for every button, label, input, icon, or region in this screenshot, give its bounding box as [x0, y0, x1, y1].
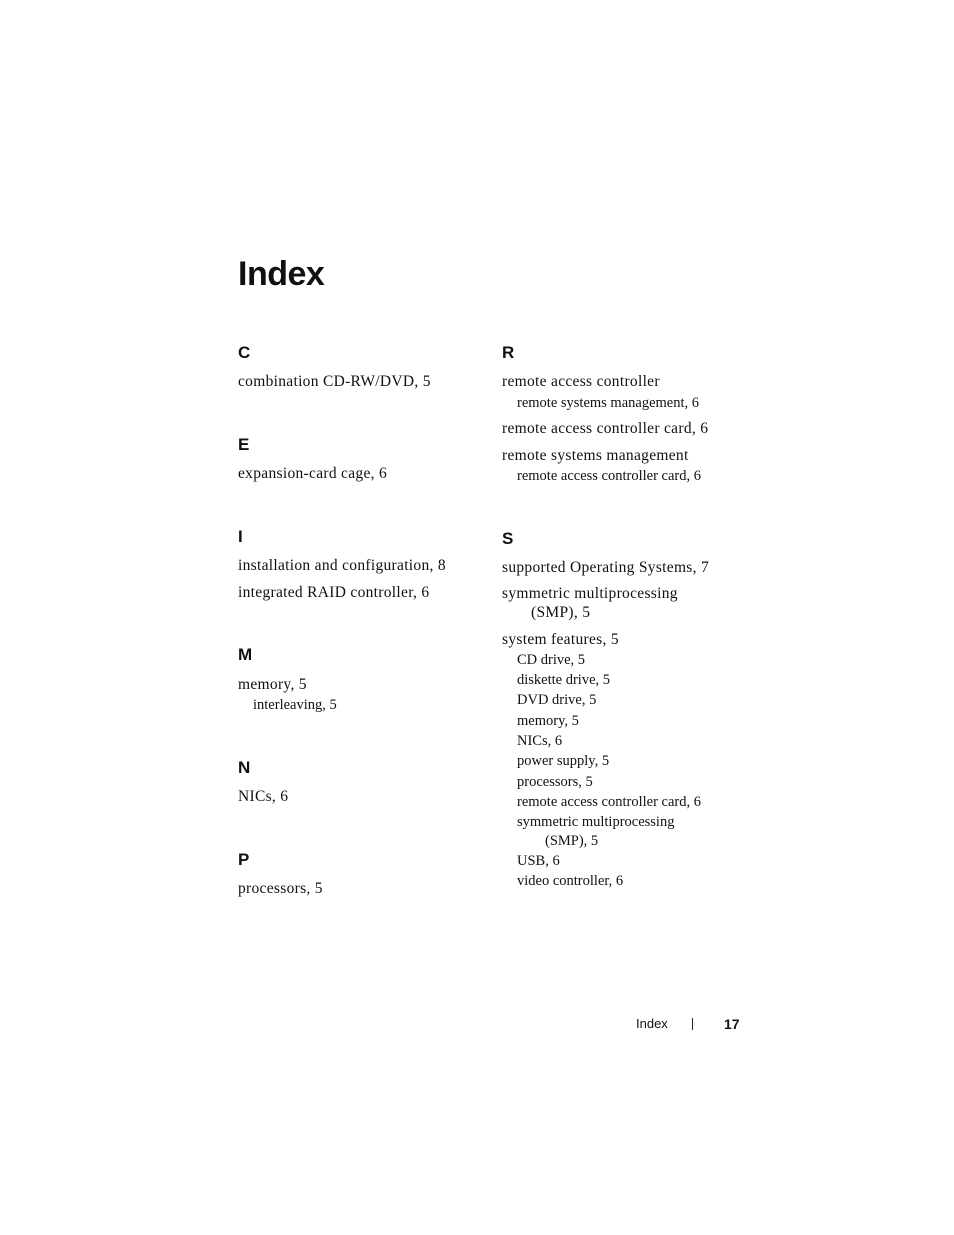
index-entry: symmetric multiprocessing — [502, 585, 678, 602]
section-letter: R — [502, 343, 515, 362]
section-letter: P — [238, 850, 250, 869]
index-subentry: NICs, 6 — [517, 733, 563, 749]
index-entry: system features, 5 — [502, 631, 619, 648]
index-entry: NICs, 6 — [238, 788, 289, 805]
index-subentry: USB, 6 — [517, 853, 560, 869]
section-letter: C — [238, 343, 251, 362]
index-entry: processors, 5 — [238, 880, 323, 897]
index-subentry: remote access controller card, 6 — [517, 468, 701, 484]
index-subentry: symmetric multiprocessing — [517, 814, 675, 830]
index-entry-continuation: (SMP), 5 — [531, 604, 591, 621]
index-entry: expansion-card cage, 6 — [238, 465, 388, 482]
index-entry: integrated RAID controller, 6 — [238, 584, 430, 601]
section-letter: S — [502, 529, 514, 548]
index-entry: remote systems management — [502, 447, 689, 464]
index-entry: remote access controller — [502, 373, 660, 390]
index-subentry: memory, 5 — [517, 713, 579, 729]
index-entry: memory, 5 — [238, 676, 307, 693]
index-subentry: remote access controller card, 6 — [517, 794, 701, 810]
index-entry: remote access controller card, 6 — [502, 420, 709, 437]
index-subentry: processors, 5 — [517, 774, 593, 790]
index-entry: supported Operating Systems, 7 — [502, 559, 710, 576]
section-letter: M — [238, 645, 253, 664]
section-letter: I — [238, 527, 243, 546]
index-entry: combination CD-RW/DVD, 5 — [238, 373, 431, 390]
index-subentry: DVD drive, 5 — [517, 692, 597, 708]
page-number: 17 — [724, 1016, 740, 1032]
index-subentry: diskette drive, 5 — [517, 672, 611, 688]
section-letter: E — [238, 435, 250, 454]
footer-section-label: Index — [636, 1016, 668, 1031]
index-subentry: remote systems management, 6 — [517, 395, 700, 411]
index-subentry: video controller, 6 — [517, 873, 624, 889]
section-letter: N — [238, 758, 251, 777]
index-subentry: power supply, 5 — [517, 753, 610, 769]
index-subentry-continuation: (SMP), 5 — [545, 833, 599, 849]
footer-separator — [692, 1018, 693, 1030]
index-subentry: interleaving, 5 — [253, 697, 337, 713]
page-title: Index — [238, 255, 325, 293]
index-subentry: CD drive, 5 — [517, 652, 586, 668]
index-entry: installation and configuration, 8 — [238, 557, 446, 574]
